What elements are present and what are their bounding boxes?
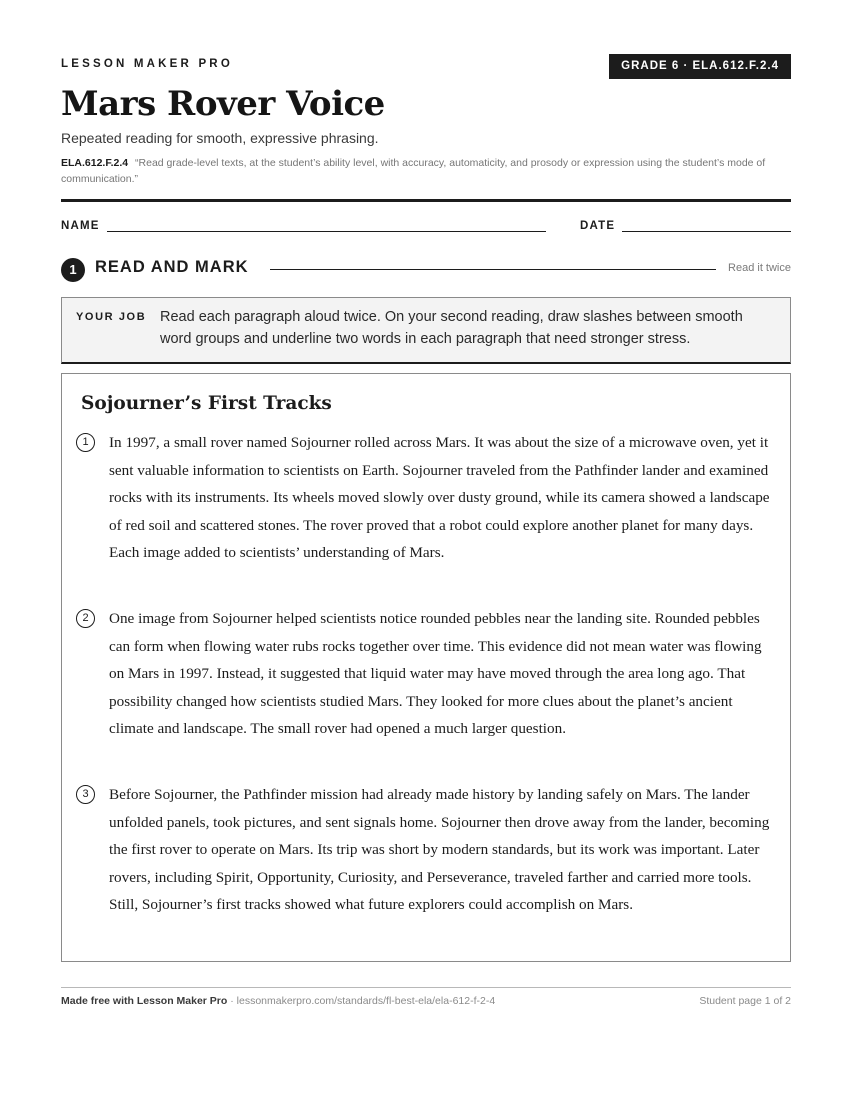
standard-code: ELA.612.F.2.4	[61, 157, 129, 169]
standard-text: “Read grade-level texts, at the student’s ability level, with accuracy, automaticity, and prosody or expression using the student’s mode of communication.”	[61, 157, 766, 185]
name-field[interactable]	[107, 231, 546, 232]
section-number-badge: 1	[61, 258, 85, 282]
grade-badge: GRADE 6 · ELA.612.F.2.4	[609, 54, 791, 79]
reading-passage	[61, 373, 791, 962]
job-box	[61, 297, 791, 364]
paragraph-text: In 1997, a small rover named Sojourner rolled across Mars. It was about the size of a microwave oven, yet it sent valuable information to scientists on Earth. Sojourner traveled from the Pathfinder lander and examined rocks with its instruments. Its wheels moved slowly over dusty ground, while its camera showed a landscape of red soil and scattered stones. The rover proved that a robot could explore another planet for many days. Each image added to scientists’ understanding of Mars.	[109, 434, 770, 562]
section-title: READ AND MARK	[95, 258, 249, 276]
paragraph-number: 3	[76, 785, 95, 804]
paragraph-number: 1	[76, 433, 95, 452]
date-field[interactable]	[622, 231, 791, 232]
footer-url[interactable]: · lessonmakerpro.com/standards/fl-best-ela/ela-612-f-2-4	[227, 995, 496, 1007]
job-instructions: Read each paragraph aloud twice. On your second reading, draw slashes between smooth word groups and underline two words in each paragraph that need stronger stress.	[160, 309, 743, 347]
header-divider	[61, 199, 791, 202]
section-rule	[270, 269, 716, 270]
footer-page-number: Student page 1 of 2	[699, 995, 791, 1007]
date-label: DATE	[580, 220, 616, 232]
brand-name: LESSON MAKER PRO	[61, 58, 233, 70]
footer-divider	[61, 987, 791, 988]
footer-credit	[61, 995, 495, 1007]
paragraph-number: 2	[76, 609, 95, 628]
paragraph-text: Before Sojourner, the Pathfinder mission had already made history by landing safely on Mars. The lander unfolded panels, took pictures, and sent signals home. Sojourner then drove away from the lander, becoming the first rover to operate on Mars. Its trip was short by modern standards, but its work was important. Later rovers, including Spirit, Opportunity, Curiosity, and Perseverance, traveled farther and carried more tools. Still, Sojourner’s first tracks showed what future explorers could accomplish on Mars.	[109, 786, 770, 914]
passage-title: Sojourner’s First Tracks	[81, 393, 332, 414]
page-subtitle: Repeated reading for smooth, expressive phrasing.	[61, 130, 379, 146]
footer-made-with: Made free with Lesson Maker Pro	[61, 995, 228, 1007]
paragraph-text: One image from Sojourner helped scientists notice rounded pebbles near the landing site. Rounded pebbles can form when flowing water rubs rocks together over time. This evidence did not mean water was flowing on Mars in 1997. Instead, it suggested that liquid water may have moved through the area long ago. That possibility changed how scientists studied Mars. They looked for more clues about the planet’s ancient climate and landscape. The small rover had opened a much larger question.	[109, 610, 762, 738]
page-title: Mars Rover Voice	[61, 84, 385, 124]
name-label: NAME	[61, 220, 100, 232]
job-label: YOUR JOB	[76, 311, 147, 323]
standard-statement	[61, 155, 791, 187]
section-note: Read it twice	[728, 262, 791, 274]
